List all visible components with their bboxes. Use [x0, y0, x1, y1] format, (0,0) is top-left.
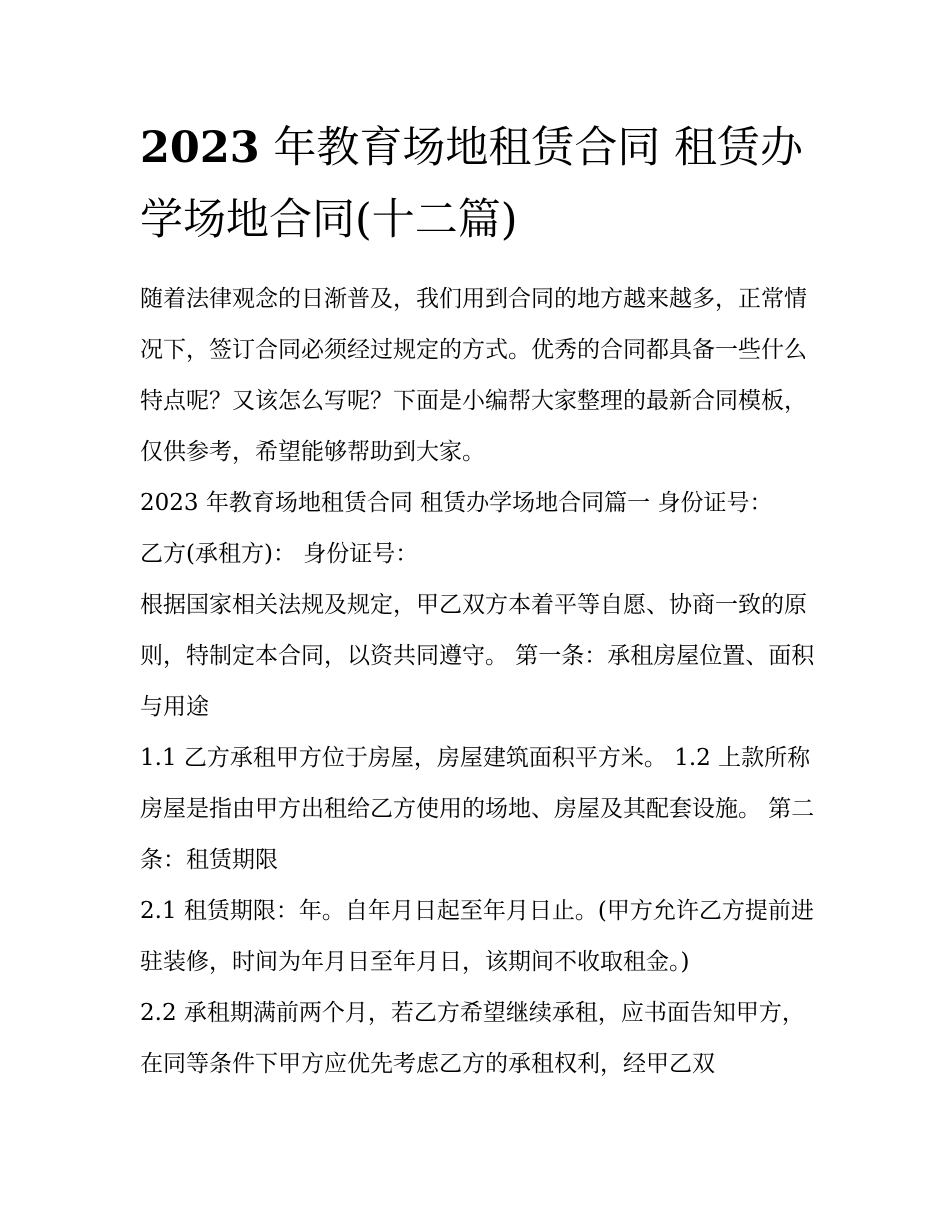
party-b-paragraph: 乙方(承租方)： 身份证号：: [140, 541, 419, 567]
title-year: 2023: [140, 123, 260, 173]
clause-2-1-paragraph: 2.1 租赁期限：年。自年月日起至年月日止。(甲方允许乙方提前进驻装修，时间为年月日至年月日，该期间不收取租金。): [140, 898, 814, 975]
principle-paragraph: 根据国家相关法规及规定，甲乙双方本着平等自愿、协商一致的原则，特制定本合同，以资共同遵守。 第一条：承租房屋位置、面积与用途: [140, 592, 815, 720]
intro-paragraph: 随着法律观念的日渐普及，我们用到合同的地方越来越多，正常情况下，签订合同必须经过规定的方式。优秀的合同都具备一些什么特点呢？又该怎么写呢？下面是小编帮大家整理的最新合同模板，仅供参考，希望能够帮助到大家。: [140, 286, 807, 465]
document-title: [140, 112, 820, 256]
document-page: [140, 112, 820, 1090]
clause-1-paragraph: 1.1 乙方承租甲方位于房屋，房屋建筑面积平方米。 1.2 上款所称房屋是指由甲方出租给乙方使用的场地、房屋及其配套设施。 第二条：租赁期限: [140, 745, 815, 873]
section-heading-paragraph: 2023 年教育场地租赁合同 租赁办学场地合同篇一 身份证号：: [140, 490, 773, 516]
clause-2-2-paragraph: 2.2 承租期满前两个月，若乙方希望继续承租，应书面告知甲方，在同等条件下甲方应优先考虑乙方的承租权利，经甲乙双: [140, 1000, 805, 1077]
title-text: 年教育场地租赁合同 租赁办学场地合同(十二篇): [140, 123, 804, 245]
